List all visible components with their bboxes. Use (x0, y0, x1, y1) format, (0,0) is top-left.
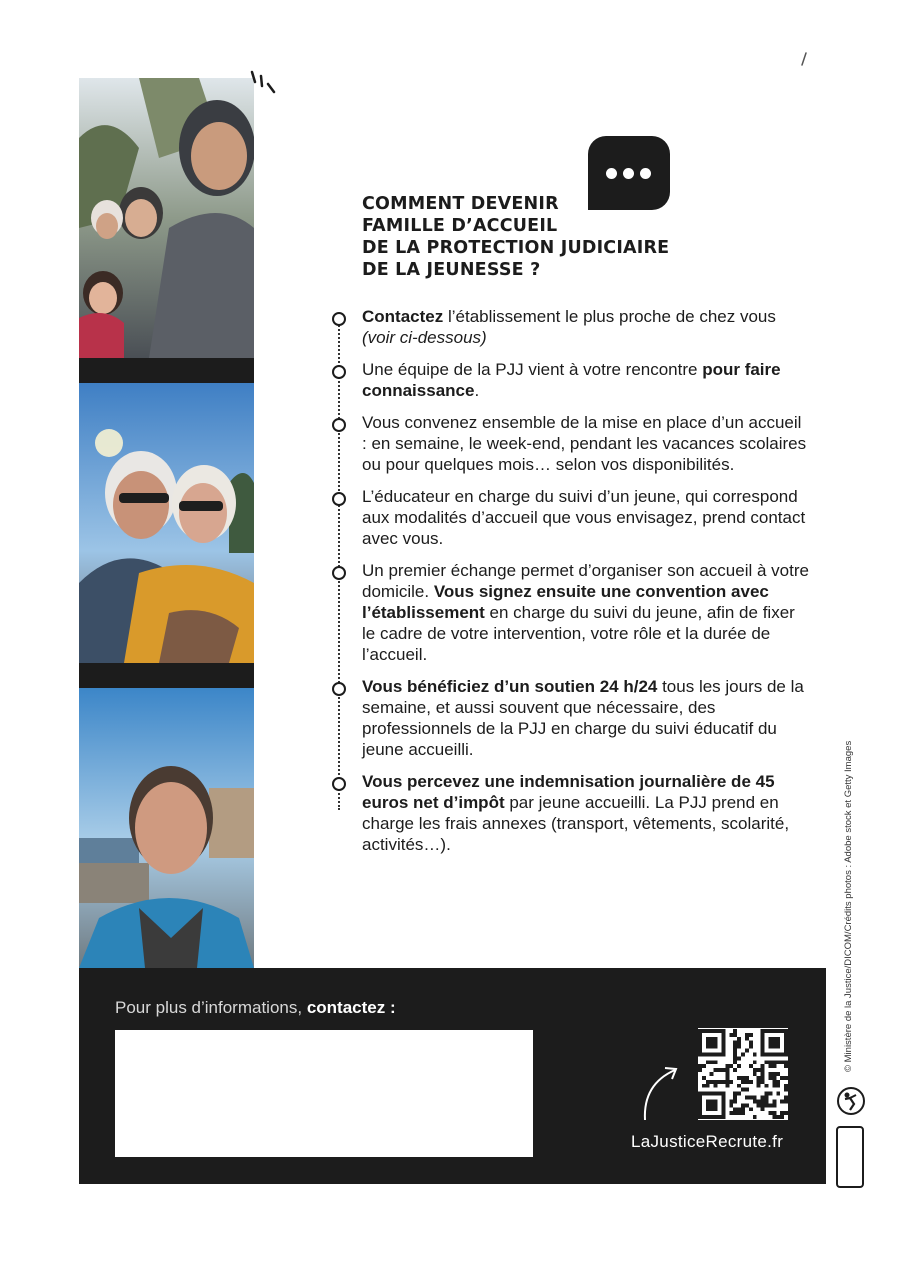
sorting-info-icon (836, 1126, 864, 1188)
stray-mark-icon (800, 52, 808, 66)
steps-list (330, 306, 810, 855)
step-text: L’éducateur en charge du suivi d’un jeune, qui correspond aux modalités d’accueil que vous envisagez, prend contact avec vous. (362, 487, 806, 548)
step-text: tous les jours de la semaine, et aussi souvent que nécessaire, des professionnels de la PJJ en charge du suivi éducatif du jeune accueilli. (362, 677, 804, 759)
step-item (330, 412, 810, 475)
contact-footer (79, 968, 826, 1184)
title-line: DE LA PROTECTION JUDICIAIRE (362, 238, 670, 258)
triman-recycling-icon (836, 1086, 866, 1116)
step-text: en charge du suivi du jeune, afin de fixer le cadre de votre intervention, votre rôle et la durée de l’accueil. (362, 603, 795, 664)
couple-selfie-photo (79, 383, 254, 663)
bubble-dot-icon (640, 168, 651, 179)
title-line: FAMILLE D’ACCUEIL (362, 216, 558, 236)
timeline-bullet-icon (332, 365, 346, 379)
step-text: Contactez (362, 307, 444, 326)
footer-label-bold: contactez : (306, 998, 396, 1017)
timeline-bullet-icon (332, 682, 346, 696)
step-text: Vous percevez une indemnisation journalière de 45 euros net d’impôt (362, 772, 775, 812)
timeline-bullet-icon (332, 418, 346, 432)
title-line: COMMENT DEVENIR (362, 194, 559, 214)
sparkle-icon (246, 68, 276, 96)
step-text: pour faire connaissance (362, 360, 781, 400)
step-text: l’établissement le plus proche de chez vous (443, 307, 776, 326)
eco-labels (836, 1086, 868, 1188)
step-text: Une équipe de la PJJ vient à votre rencontre (362, 360, 703, 379)
curved-arrow-icon (639, 1062, 681, 1124)
step-text: Vous signez ensuite une convention avec l’établissement (362, 582, 769, 622)
photo-strip (79, 78, 254, 968)
step-text: par jeune accueilli. La PJJ prend en charge les frais annexes (transport, vêtements, scolarité, activités…). (362, 793, 790, 854)
step-text: (voir ci-dessous) (362, 328, 487, 347)
timeline-bullet-icon (332, 312, 346, 326)
contact-box (115, 1030, 533, 1157)
website-link[interactable]: LaJusticeRecrute.fr (631, 1132, 784, 1151)
man-selfie-photo (79, 688, 254, 968)
photo-credits: © Ministère de la Justice/DICOM/Crédits photos : Adobe stock et Getty Images (843, 740, 854, 1072)
qr-code-icon[interactable] (698, 1028, 788, 1120)
title-line: DE LA JEUNESSE ? (362, 260, 541, 280)
step-item (330, 486, 810, 549)
page-title (362, 193, 722, 281)
bubble-dot-icon (606, 168, 617, 179)
timeline-bullet-icon (332, 566, 346, 580)
step-text: . (474, 381, 480, 400)
family-selfie-photo (79, 78, 254, 358)
step-text: Vous bénéficiez d’un soutien 24 h/24 (362, 677, 658, 696)
bubble-dot-icon (623, 168, 634, 179)
step-item (330, 560, 810, 665)
step-text: Vous convenez ensemble de la mise en place d’un accueil : en semaine, le week-end, pendant les vacances scolaires ou pour quelques mois… selon vos disponibilités. (362, 413, 807, 474)
step-item (330, 359, 810, 401)
step-item (330, 676, 810, 760)
step-item (330, 771, 810, 855)
timeline-bullet-icon (332, 492, 346, 506)
step-item (330, 306, 810, 348)
footer-label-prefix: Pour plus d’informations, (115, 998, 307, 1017)
timeline-bullet-icon (332, 777, 346, 791)
step-text: Un premier échange permet d’organiser son accueil à votre domicile. (362, 561, 809, 601)
footer-label (115, 998, 396, 1018)
